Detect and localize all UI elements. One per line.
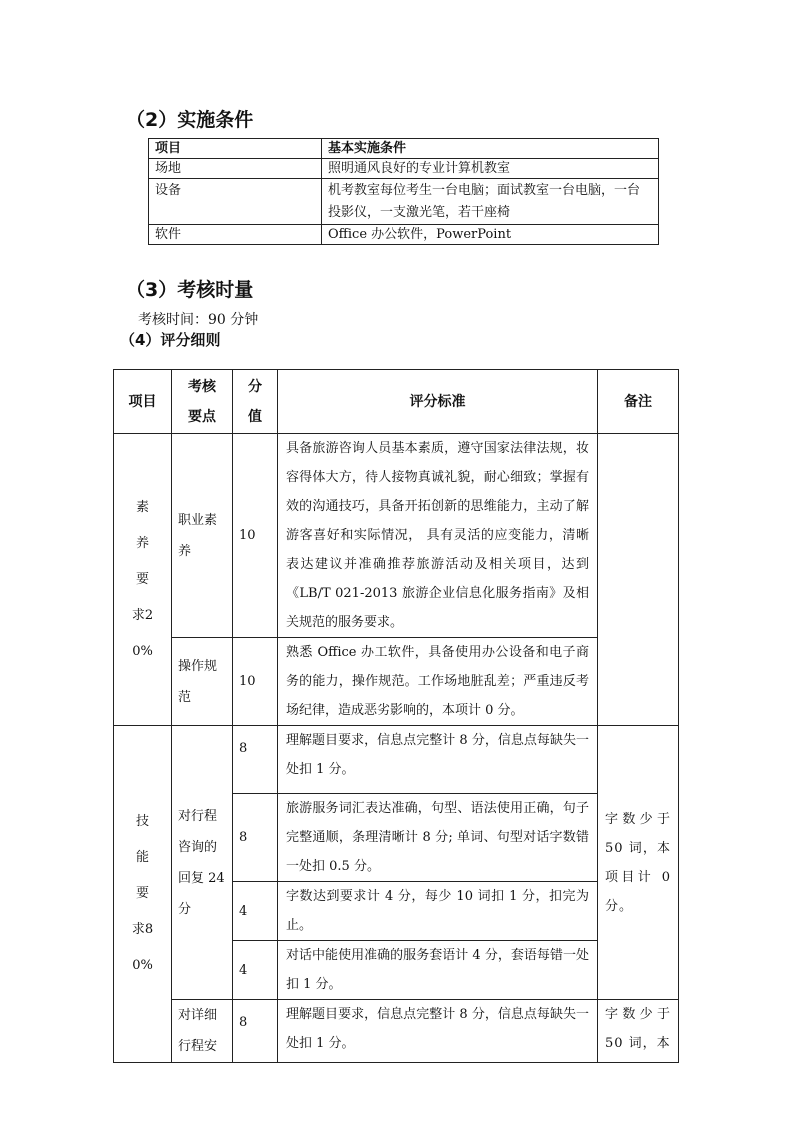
header-cell-score: 分值	[233, 370, 278, 434]
cell-venue-label: 场地	[149, 159, 322, 179]
cell-software-value: Office 办公软件，PowerPoint	[322, 225, 659, 245]
score-cell: 8	[233, 1000, 278, 1063]
criteria-cell: 旅游服务词汇表达准确，句型、语法使用正确，句子完整通顺，条理清晰计 8 分; 单词、句型对话字数错一处扣 0.5 分。	[278, 794, 598, 882]
scoring-table	[113, 369, 679, 1063]
key-point-cell: 职业素养	[172, 434, 233, 638]
table-row	[114, 1000, 679, 1063]
key-point-cell: 操作规范	[172, 638, 233, 726]
category-cell-quality: 素养要求20%	[114, 434, 172, 726]
cell-equipment-value: 机考教室每位考生一台电脑；面试教室一台电脑，一台投影仪，一支激光笔，若干座椅	[322, 179, 659, 225]
header-cell-notes: 备注	[598, 370, 679, 434]
criteria-cell: 熟悉 Office 办工软件，具备使用办公设备和电子商务的能力，操作规范。工作场地脏乱差；严重违反考场纪律，造成恶劣影响的，本项计 0 分。	[278, 638, 598, 726]
table-row	[114, 434, 679, 638]
key-point-cell: 对行程咨询的回复 24 分	[172, 726, 233, 1000]
criteria-cell: 具备旅游咨询人员基本素质，遵守国家法律法规，妆容得体大方，待人接物真诚礼貌，耐心细致；掌握有效的沟通技巧，具备开拓创新的思维能力，主动了解游客喜好和实际情况， 具有灵活的应变能力，清晰表达建议并准确推荐旅游活动及相关项目，达到《LB/T 021-2013 旅游企业信息化服务指南》及相关规范的服务要求。	[278, 434, 598, 638]
table-row	[114, 638, 679, 726]
section-heading-scoring: （4）评分细则	[120, 331, 221, 349]
cell-software-label: 软件	[149, 225, 322, 245]
score-cell: 4	[233, 882, 278, 941]
header-cell-conditions: 基本实施条件	[322, 139, 659, 159]
criteria-cell: 字数达到要求计 4 分，每少 10 词扣 1 分，扣完为止。	[278, 882, 598, 941]
notes-cell: 字数少于 50 词，本项目计 0 分。	[598, 726, 679, 1000]
exam-time-text: 考核时间：90 分钟	[138, 312, 259, 328]
criteria-cell: 理解题目要求，信息点完整计 8 分，信息点每缺失一处扣 1 分。	[278, 726, 598, 794]
criteria-cell: 理解题目要求，信息点完整计 8 分，信息点每缺失一处扣 1 分。	[278, 1000, 598, 1063]
criteria-cell: 对话中能使用准确的服务套语计 4 分，套语每错一处扣 1 分。	[278, 941, 598, 1000]
header-cell-criteria: 评分标准	[278, 370, 598, 434]
score-cell: 8	[233, 794, 278, 882]
section-heading-conditions: （2）实施条件	[126, 109, 254, 131]
notes-cell	[598, 434, 679, 726]
cell-venue-value: 照明通风良好的专业计算机教室	[322, 159, 659, 179]
header-cell-item: 项目	[114, 370, 172, 434]
cell-equipment-label: 设备	[149, 179, 322, 225]
table-header-row	[149, 139, 659, 159]
notes-cell: 字数少于 50 词，本	[598, 1000, 679, 1063]
header-cell-item: 项目	[149, 139, 322, 159]
key-point-cell: 对详细行程安	[172, 1000, 233, 1063]
score-cell: 10	[233, 638, 278, 726]
score-cell: 10	[233, 434, 278, 638]
category-cell-skills: 技能要求80%	[114, 726, 172, 1063]
table-header-row	[114, 370, 679, 434]
score-cell: 4	[233, 941, 278, 1000]
table-row	[149, 225, 659, 245]
table-row	[114, 726, 679, 794]
conditions-table	[148, 138, 659, 245]
header-cell-key-point: 考核要点	[172, 370, 233, 434]
table-row	[149, 159, 659, 179]
table-row	[149, 179, 659, 225]
score-cell: 8	[233, 726, 278, 794]
section-heading-duration: （3）考核时量	[126, 279, 254, 301]
